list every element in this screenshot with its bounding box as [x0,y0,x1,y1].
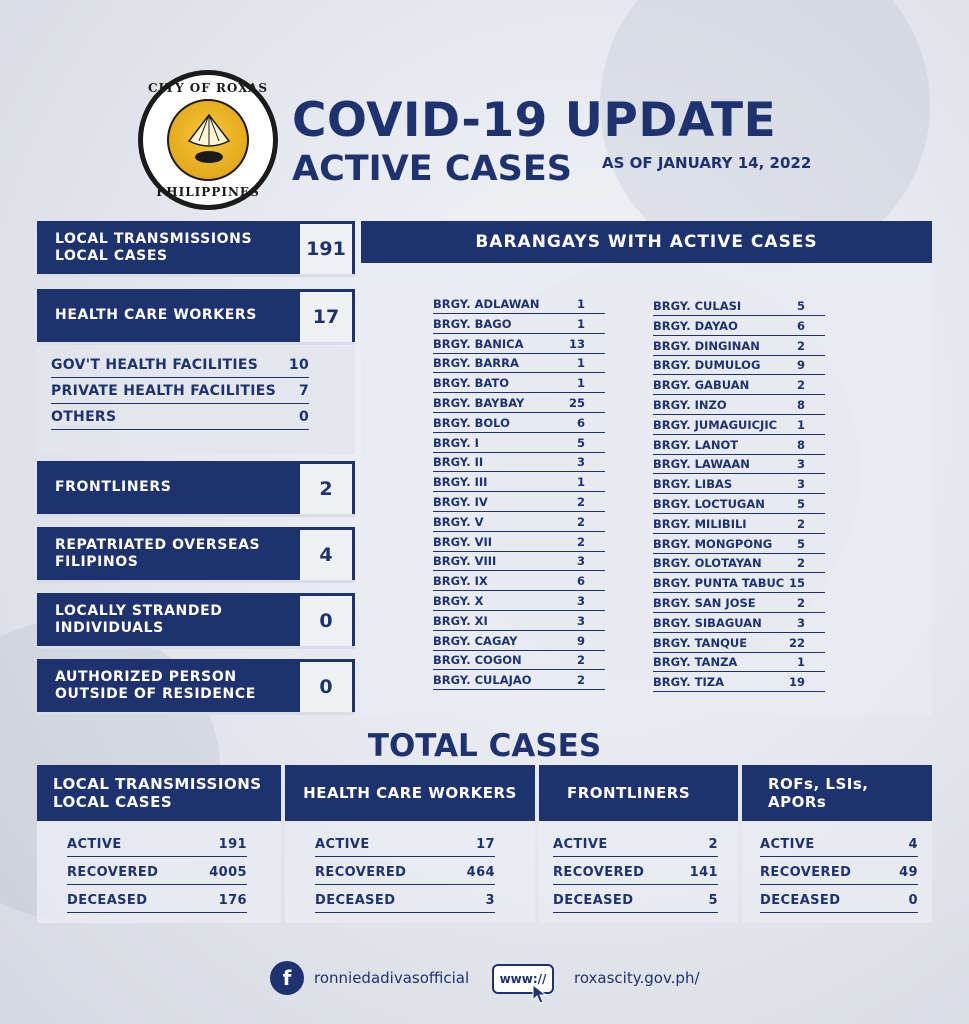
card-count: 4 [300,527,355,580]
barangay-count: 3 [576,613,585,628]
barangay-row [653,415,825,435]
active-label: ACTIVE [553,836,608,852]
totals-header-line1: HEALTH CARE WORKERS [303,784,517,802]
barangay-name: BRGY. DUMULOG [653,358,761,373]
barangay-count: 8 [796,437,805,452]
totals-column-frontliners [539,765,738,923]
deceased-value: 176 [218,892,247,908]
barangay-count: 13 [568,336,585,351]
barangay-count: 1 [576,297,585,311]
barangay-count: 1 [576,356,585,371]
totals-row-deceased [67,888,247,913]
barangay-row [653,355,825,375]
barangay-row [653,633,825,653]
deceased-label: DECEASED [760,892,841,908]
recovered-label: RECOVERED [315,864,407,880]
barangay-row [433,631,605,651]
barangay-count: 5 [796,497,805,511]
card-count: 0 [300,593,355,646]
barangay-name: BRGY. LOCTUGAN [653,497,765,511]
totals-column-hcw [285,765,535,923]
facebook-handle[interactable]: ronniedadivasofficial [314,969,470,987]
barangay-row [433,591,605,611]
barangay-name: BRGY. LAWAAN [653,457,750,472]
totals-header-line2: APORs [768,793,827,811]
totals-column-local [37,765,281,923]
seal-bottom-text: PHILIPPINES [156,185,260,199]
barangay-panel-title: BARANGAYS WITH ACTIVE CASES [361,221,932,263]
barangay-name: BRGY. SAN JOSE [653,596,756,610]
barangay-name: BRGY. VII [433,534,493,549]
barangay-count: 1 [576,376,585,391]
barangay-count: 3 [796,615,805,630]
barangay-row [653,593,825,613]
barangay-name: BRGY. CULAJAO [433,673,532,688]
barangay-name: BRGY. II [433,455,484,470]
barangay-row [653,613,825,633]
barangay-row [433,452,605,472]
barangay-count: 15 [788,576,805,591]
seal-emblem [167,99,249,181]
barangay-row [653,316,825,336]
card-label-line2: OUTSIDE OF RESIDENCE [55,685,256,702]
barangay-row [433,334,605,354]
barangay-name: BRGY. LIBAS [653,477,733,492]
recovered-label: RECOVERED [553,864,645,880]
barangay-name: BRGY. BAYBAY [433,396,525,410]
barangay-row [653,553,825,573]
card-count: 2 [300,461,355,514]
total-cases-title: TOTAL CASES [367,728,602,764]
barangay-name: BRGY. I [433,435,479,450]
barangay-name: BRGY. BATO [433,376,509,391]
hcw-breakdown-value: 0 [298,408,309,425]
barangay-count: 5 [576,435,585,450]
totals-row-deceased [760,888,918,913]
active-value: 191 [218,836,247,852]
barangay-name: BRGY. MONGPONG [653,536,773,551]
active-value: 4 [908,836,918,852]
barangay-name: BRGY. BARRA [433,356,519,371]
barangay-row [433,433,605,453]
recovered-value: 4005 [209,864,247,880]
barangay-count: 2 [576,673,585,688]
hcw-breakdown-row [51,378,309,404]
barangay-row [653,296,825,316]
barangay-name: BRGY. OLOTAYAN [653,556,762,571]
barangay-count: 6 [796,318,805,333]
card-authorized-person [37,659,355,715]
page-subtitle: ACTIVE CASES [292,149,572,189]
card-label [37,221,300,274]
barangay-row [653,672,825,692]
totals-row-deceased [315,888,495,913]
facebook-icon[interactable]: f [270,961,304,995]
barangay-row [433,650,605,670]
card-count: 17 [300,289,355,342]
totals-column-header [285,765,535,821]
barangay-count: 2 [796,596,805,610]
card-label-line1: HEALTH CARE WORKERS [55,307,257,323]
totals-row-recovered [315,860,495,885]
barangay-count: 3 [576,455,585,470]
barangay-name: BRGY. ADLAWAN [433,297,540,311]
barangay-count: 1 [576,475,585,490]
barangay-name: BRGY. MILIBILI [653,516,747,531]
seal-top-text: CITY OF ROXAS [147,81,269,95]
deceased-value: 0 [908,892,918,908]
barangay-name: BRGY. SIBAGUAN [653,615,762,630]
deceased-value: 3 [485,892,495,908]
barangay-name: BRGY. JUMAGUICJIC [653,417,778,432]
barangay-row [653,514,825,534]
shell-icon [177,107,241,171]
totals-row-recovered [760,860,918,885]
barangay-row [433,314,605,334]
barangay-count: 6 [576,415,585,430]
active-value: 2 [708,836,718,852]
barangay-name: BRGY. TIZA [653,675,724,690]
card-local-transmissions [37,221,355,277]
barangay-count: 1 [796,417,805,432]
card-label-line1: LOCALLY STRANDED [55,602,223,619]
barangay-count: 2 [796,378,805,393]
barangay-count: 6 [576,574,585,589]
deceased-label: DECEASED [553,892,634,908]
hcw-breakdown-value: 7 [298,382,309,399]
barangay-name: BRGY. CAGAY [433,633,518,648]
totals-row-recovered [67,860,247,885]
barangay-count: 1 [796,655,805,670]
barangay-row [653,395,825,415]
barangay-name: BRGY. BANICA [433,336,524,351]
totals-column-header [539,765,738,821]
card-label [37,289,300,342]
active-label: ACTIVE [67,836,122,852]
barangay-count: 22 [788,635,805,650]
totals-row-active [760,832,918,857]
barangay-name: BRGY. V [433,514,484,529]
barangay-name: BRGY. X [433,594,484,608]
totals-row-recovered [553,860,718,885]
barangay-name: BRGY. TANZA [653,655,738,670]
recovered-value: 141 [689,864,718,880]
barangay-row [433,492,605,512]
city-seal-logo [138,70,278,210]
barangay-name: BRGY. IX [433,574,488,589]
totals-column-header [742,765,932,821]
barangay-count: 3 [576,594,585,608]
barangay-name: BRGY. PUNTA TABUC [653,576,785,591]
card-label [37,527,300,580]
barangay-row [433,472,605,492]
barangay-count: 8 [796,398,805,412]
barangay-row [653,375,825,395]
barangay-count: 5 [796,299,805,313]
barangay-row [653,454,825,474]
recovered-value: 49 [899,864,918,880]
card-count: 0 [300,659,355,712]
barangay-count: 3 [576,554,585,569]
barangay-row [433,373,605,393]
barangay-count: 1 [576,316,585,331]
hcw-breakdown-value: 10 [288,356,309,373]
barangay-count: 2 [576,514,585,529]
totals-row-deceased [553,888,718,913]
barangay-count: 2 [576,495,585,509]
barangay-row [433,670,605,690]
barangay-count: 9 [576,633,585,648]
totals-row-active [315,832,495,857]
barangay-row [433,413,605,433]
barangay-name: BRGY. LANOT [653,437,739,452]
hcw-breakdown-label: PRIVATE HEALTH FACILITIES [51,382,277,399]
barangay-name: BRGY. VIII [433,554,497,569]
barangay-name: BRGY. DINGINAN [653,338,760,353]
barangay-name: BRGY. TANQUE [653,635,748,650]
barangay-row [433,512,605,532]
hcw-breakdown-label: GOV'T HEALTH FACILITIES [51,356,259,373]
barangay-name: BRGY. CULASI [653,299,742,313]
totals-header-line2: LOCAL CASES [53,793,173,811]
barangay-name: BRGY. COGON [433,653,522,668]
barangay-row [653,474,825,494]
deceased-value: 5 [708,892,718,908]
recovered-label: RECOVERED [67,864,159,880]
barangay-count: 2 [796,556,805,571]
card-label [37,659,300,712]
barangay-row [433,571,605,591]
www-icon[interactable]: www:// [492,964,554,994]
recovered-value: 464 [466,864,495,880]
hcw-breakdown-row [51,352,309,378]
card-locally-stranded [37,593,355,649]
barangay-count: 5 [796,536,805,551]
barangay-row [653,494,825,514]
card-label-line2: LOCAL CASES [55,247,168,264]
totals-row-active [553,832,718,857]
recovered-label: RECOVERED [760,864,852,880]
card-label-line1: LOCAL TRANSMISSIONS [55,230,253,247]
totals-header-line1: ROFs, LSIs, [768,775,869,793]
barangay-count: 2 [576,653,585,668]
barangay-row [653,336,825,356]
cursor-icon [532,984,548,1004]
barangay-row [653,573,825,593]
barangay-count: 3 [796,457,805,472]
card-label-line2: FILIPINOS [55,553,139,570]
card-label-line1: REPATRIATED OVERSEAS [55,536,261,553]
totals-column-header [37,765,281,821]
barangay-name: BRGY. GABUAN [653,378,750,393]
totals-row-active [67,832,247,857]
barangay-row [433,551,605,571]
barangay-count: 19 [788,675,805,690]
totals-header-line1: LOCAL TRANSMISSIONS [53,775,262,793]
active-label: ACTIVE [315,836,370,852]
totals-header-line1: FRONTLINERS [567,784,691,802]
barangay-row [433,353,605,373]
active-label: ACTIVE [760,836,815,852]
barangay-row [433,611,605,631]
hcw-breakdown-label: OTHERS [51,408,117,425]
barangay-count: 25 [568,396,585,410]
barangay-count: 2 [796,516,805,531]
deceased-label: DECEASED [315,892,396,908]
card-label [37,461,300,514]
barangay-name: BRGY. III [433,475,488,490]
as-of-date: AS OF JANUARY 14, 2022 [602,154,812,172]
barangay-count: 9 [796,358,805,373]
barangay-name: BRGY. IV [433,495,488,509]
card-repatriated-ofw [37,527,355,583]
barangay-row [433,294,605,314]
barangay-name: BRGY. BOLO [433,415,510,430]
barangay-row [433,532,605,552]
website-link[interactable]: roxascity.gov.ph/ [574,969,700,987]
card-label [37,593,300,646]
barangay-row [653,652,825,672]
barangay-count: 2 [796,338,805,353]
card-label-line1: AUTHORIZED PERSON [55,668,237,685]
barangay-row [653,534,825,554]
page-title: COVID-19 UPDATE [292,93,777,148]
card-health-care-workers [37,289,355,345]
card-label-line2: INDIVIDUALS [55,619,164,636]
barangay-panel [361,221,932,715]
barangay-name: BRGY. XI [433,613,488,628]
barangay-name: BRGY. DAYAO [653,318,738,333]
totals-column-rof-lsi-apor [742,765,932,923]
barangay-name: BRGY. INZO [653,398,727,412]
card-frontliners [37,461,355,517]
barangay-count: 2 [576,534,585,549]
hcw-breakdown [37,346,355,454]
hcw-breakdown-row [51,404,309,430]
barangay-name: BRGY. BAGO [433,316,512,331]
deceased-label: DECEASED [67,892,148,908]
card-label-line1: FRONTLINERS [55,479,172,495]
barangay-row [433,393,605,413]
card-count: 191 [300,221,355,274]
barangay-count: 3 [796,477,805,492]
active-value: 17 [476,836,495,852]
barangay-row [653,435,825,455]
